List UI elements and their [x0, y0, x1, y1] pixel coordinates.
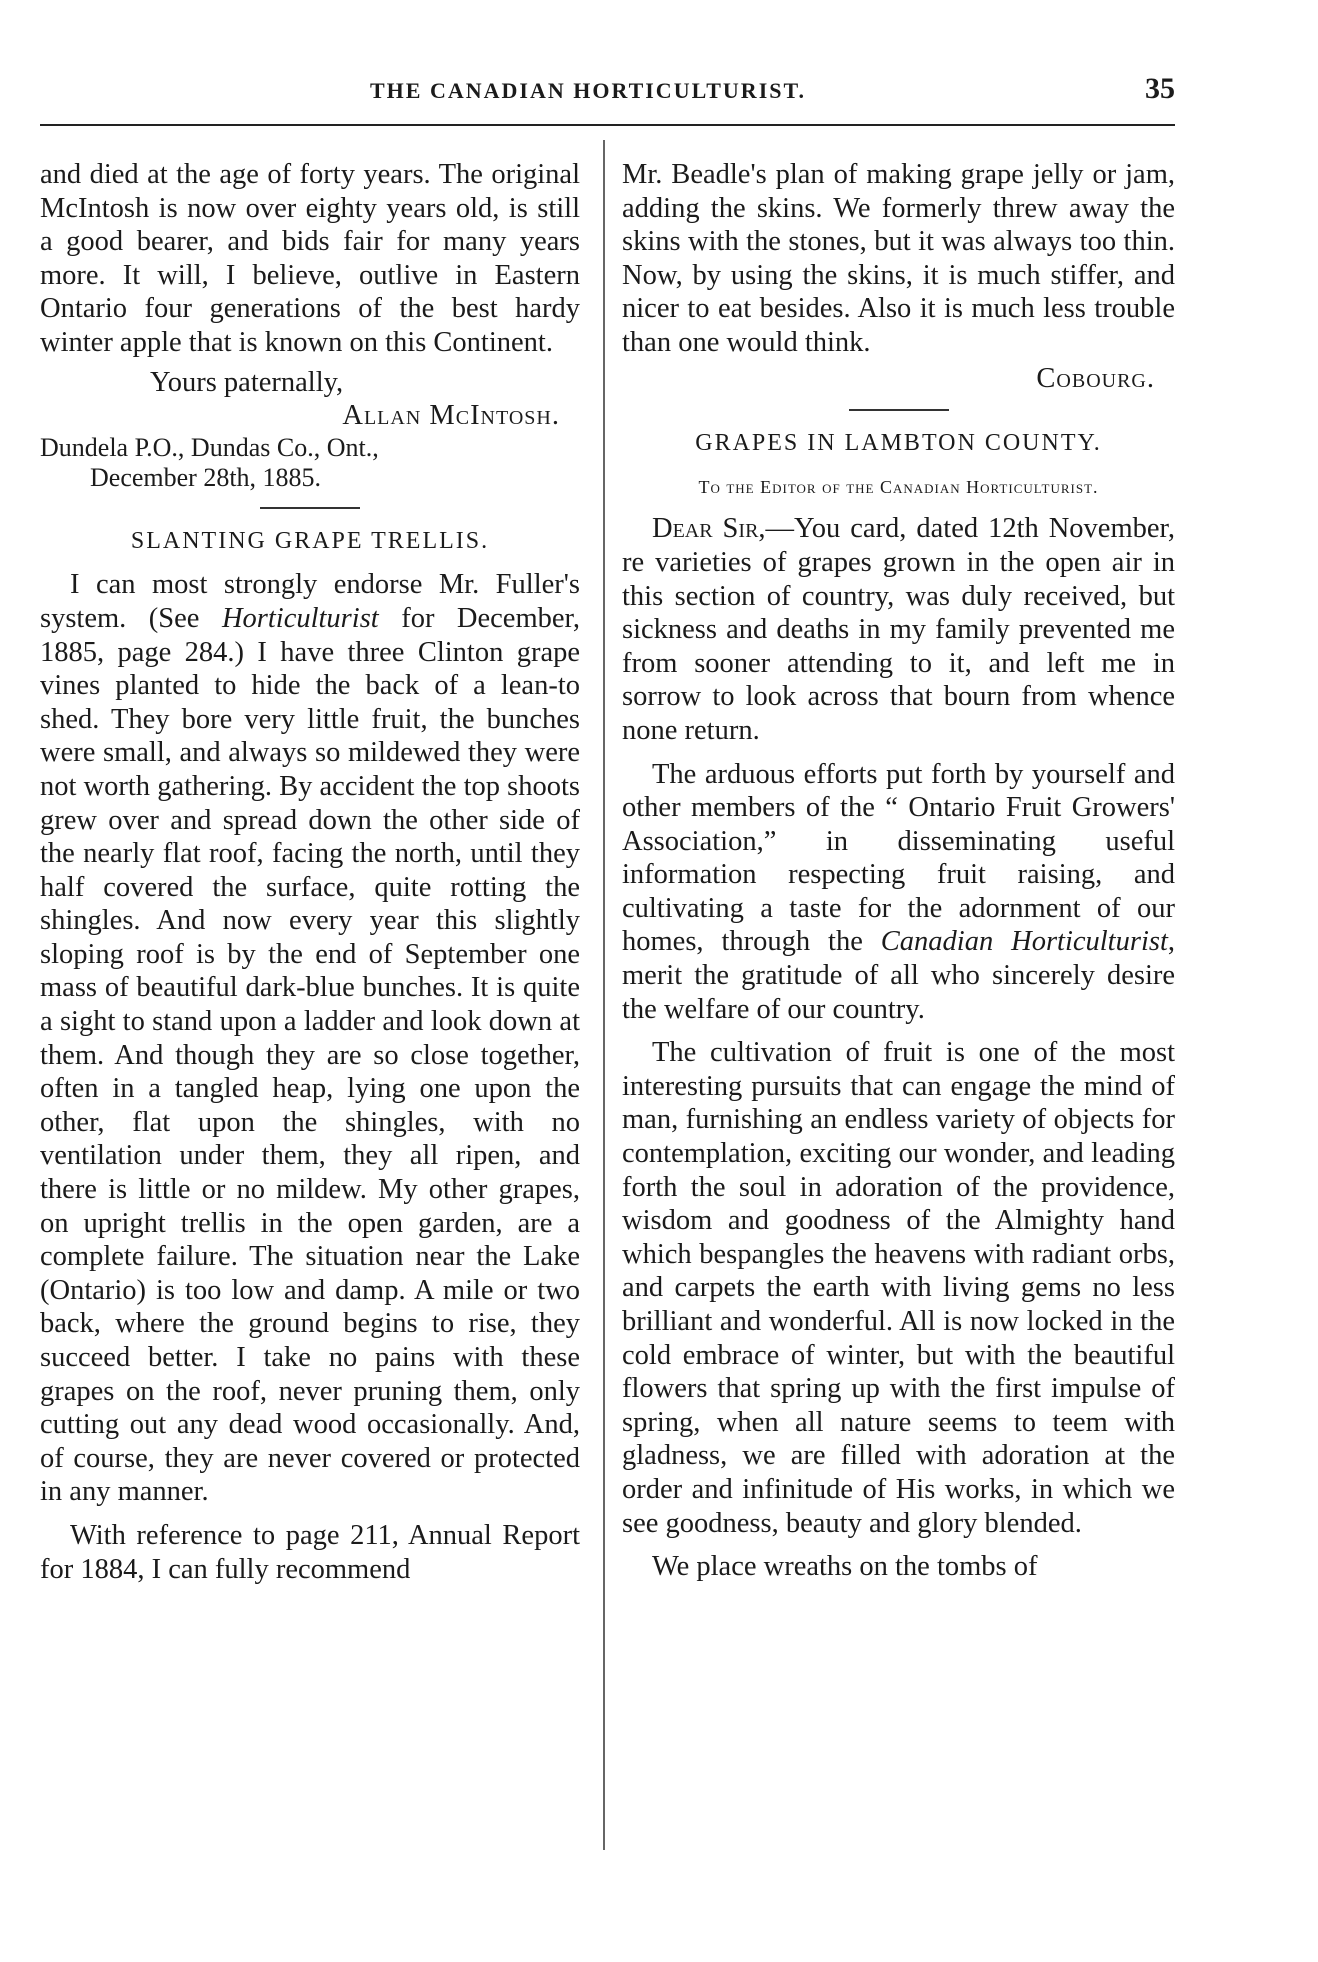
- letter-place: Dundela P.O., Dundas Co., Ont.,: [40, 432, 379, 462]
- letter-closing: Yours paternally,: [150, 366, 344, 398]
- lambton-paragraph-2: The arduous efforts put forth by yourself and other members of the “ Ontario Fruit Growers' Association,” in disseminating useful information respecting fruit raising, and cultivating a taste for the adornment of our homes, through the Canadian Horticulturist, merit the gratitude of all who sincerely desire the welfare of our country.: [622, 758, 1175, 1025]
- right-column: [622, 158, 1175, 1584]
- journal-title: THE CANADIAN HORTICULTURIST.: [370, 78, 807, 103]
- page-number: 35: [1145, 72, 1175, 105]
- section-heading-lambton: GRAPES IN LAMBTON COUNTY.: [695, 430, 1102, 457]
- lambton-paragraph-3: The cultivation of fruit is one of the most interesting pursuits that can engage the mind of man, furnishing an endless variety of objects for contemplation, exciting our wonder, and leading forth the soul in adoration of the providence, wisdom and goodness of the Almighty hand which bespangles the heavens with radiant orbs, and carpets the earth with living gems no less brilliant and wonderful. All is now locked in the cold embrace of winter, but with the beautiful flowers that spring up with the first impulse of spring, when all nature seems to teem with gladness, we are filled with adoration at the order and infinitude of His works, in which we see goodness, beauty and glory blended.: [622, 1037, 1175, 1539]
- column-divider: [603, 140, 605, 1850]
- header-rule: [40, 124, 1175, 126]
- mcintosh-letter-ending: and died at the age of forty years. The original McIntosh is now over eighty years old, is still a good bearer, and bids fair for many years more. It will, I believe, outlive in Eastern Ontario four generations of the best hardy winter apple that is known on this Continent.: [40, 159, 580, 358]
- report-paragraph: With reference to page 211, Annual Report for 1884, I can fully recommend: [40, 1519, 580, 1585]
- beadle-paragraph: Mr. Beadle's plan of making grape jelly or jam, adding the skins. We formerly threw away the skins with the stones, but it was always too thin. Now, by using the skins, it is much stiffer, and nicer to eat besides. Also it is much less trouble than one would think.: [622, 159, 1175, 358]
- cobourg-signature: Cobourg.: [1036, 362, 1155, 394]
- editor-address: To the Editor of the Canadian Horticulturist.: [698, 476, 1099, 497]
- lambton-paragraph-1: Dear Sir,—You card, dated 12th November, re varieties of grapes grown in the open air in this section of country, was duly received, but sickness and deaths in my family prevented me from sooner attending to it, and left me in sorrow to look across that bourn from whence none return.: [622, 513, 1176, 746]
- letter-date: December 28th, 1885.: [90, 462, 322, 492]
- section-rule-right: [849, 409, 949, 411]
- letter-signer: Allan McIntosh.: [342, 400, 560, 432]
- section-rule: [260, 507, 360, 509]
- left-column: [40, 158, 580, 1586]
- trellis-paragraph: I can most strongly endorse Mr. Fuller's system. (See Horticulturist for December, 1885, page 284.) I have three Clinton grape vines planted to hide the back of a lean-to shed. They bore very little fruit, the bunches were small, and always so mildewed they were not worth gathering. By accident the top shoots grew over and spread down the other side of the nearly flat roof, facing the north, until they half covered the surface, quite rotting the shingles. And now every year this slightly sloping roof is by the end of September one mass of beautiful dark-blue bunches. It is quite a sight to stand upon a ladder and look down at them. And though they are so close together, often in a tangled heap, lying one upon the other, flat upon the shingles, with no ventilation under them, they all ripen, and there is little or no mildew. My other grapes, on upright trellis in the open garden, are a complete failure. The situation near the Lake (Ontario) is too low and damp. A mile or two back, where the ground begins to rise, they succeed better. I take no pains with these grapes on the roof, never pruning them, only cutting out any dead wood occasionally. And, of course, they are never covered or protected in any manner.: [40, 569, 580, 1508]
- lambton-paragraph-4: We place wreaths on the tombs of: [652, 1551, 1038, 1583]
- running-header: [40, 72, 1175, 118]
- section-heading-trellis: SLANTING GRAPE TRELLIS.: [130, 527, 490, 554]
